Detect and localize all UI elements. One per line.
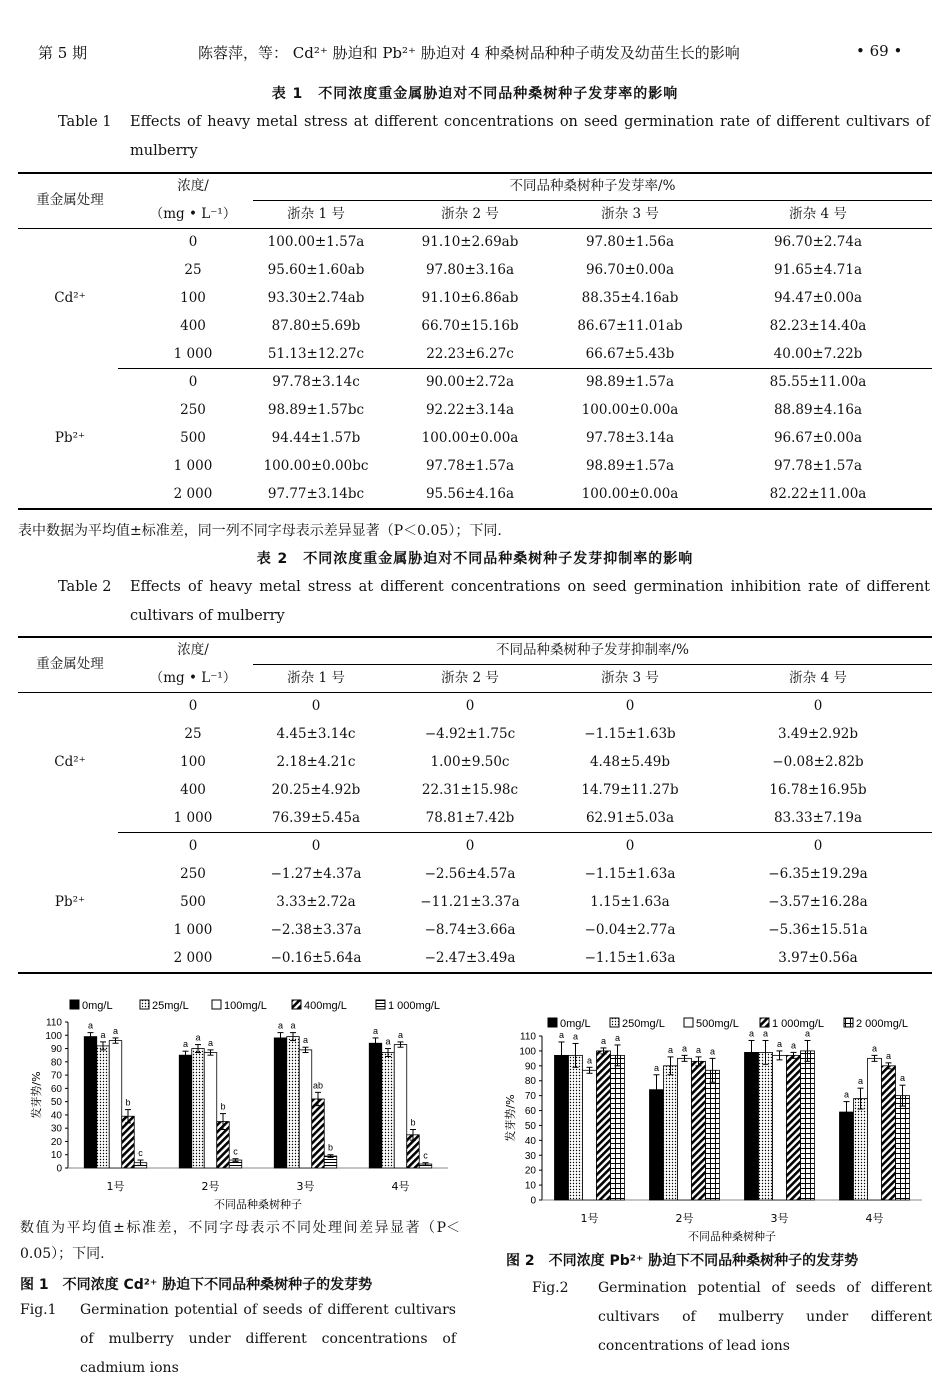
x-tick-label: 3号 xyxy=(296,1180,315,1193)
table-cell: 100.00±0.00a xyxy=(421,430,519,446)
y-tick-label: 0 xyxy=(530,1195,536,1207)
table-cell: 96.67±0.00a xyxy=(773,430,863,446)
table-cell: 3.97±0.56a xyxy=(778,950,858,966)
significance-letter: a xyxy=(372,1025,379,1036)
header-treatment: 重金属处理 xyxy=(36,656,104,672)
table-cell: 98.89±1.57a xyxy=(585,458,675,474)
y-tick-label: 40 xyxy=(524,1135,536,1147)
significance-letter: a xyxy=(762,1028,769,1039)
fig2-title-cn: 图 2 不同浓度 Pb²⁺ 胁迫下不同品种桑树种子的发芽势 xyxy=(506,1253,859,1269)
table-cell: 0 xyxy=(625,838,635,854)
legend-swatch xyxy=(212,1000,221,1009)
bar xyxy=(583,1070,597,1200)
table-cell: 25 xyxy=(184,726,202,742)
significance-letter: a xyxy=(112,1025,119,1036)
y-tick-label: 60 xyxy=(524,1106,536,1118)
y-tick-label: 80 xyxy=(524,1076,536,1088)
table-cell: 97.78±3.14c xyxy=(272,374,360,390)
table1-label-en: Table 1 xyxy=(58,114,112,130)
y-tick-label: 50 xyxy=(50,1097,62,1109)
x-tick-label: 2号 xyxy=(201,1180,220,1193)
bar xyxy=(692,1061,706,1200)
y-tick-label: 30 xyxy=(50,1123,62,1135)
significance-letter: a xyxy=(385,1036,391,1047)
bar xyxy=(179,1055,192,1168)
legend-swatch xyxy=(140,1000,149,1009)
table1-title-en: Effects of heavy metal stress at different concentrations on seed germination rate of different cultivars of mulberry xyxy=(130,114,930,159)
y-tick-label: 10 xyxy=(50,1150,62,1162)
significance-letter: b xyxy=(327,1142,334,1153)
table-cell: 76.39±5.45a xyxy=(271,810,361,826)
table-cell: 1.00±9.50c xyxy=(430,754,510,770)
significance-letter: a xyxy=(885,1050,892,1061)
table-cell: 250 xyxy=(180,402,206,418)
bar xyxy=(868,1058,882,1200)
y-tick-label: 0 xyxy=(56,1163,62,1175)
header-group: 不同品种桑树种子发芽率/% xyxy=(509,178,676,194)
table-cell: 95.60±1.60ab xyxy=(267,262,365,278)
significance-letter: a xyxy=(681,1043,688,1054)
y-tick-label: 110 xyxy=(46,1017,62,1029)
bar xyxy=(650,1090,664,1200)
table-cell: 2.18±4.21c xyxy=(276,754,356,770)
legend-label: 0mg/L xyxy=(560,1018,591,1030)
y-tick-label: 70 xyxy=(524,1091,536,1103)
table-cell: 85.55±11.00a xyxy=(769,374,867,390)
header-cultivar: 浙杂 3 号 xyxy=(601,206,659,222)
legend-label: 1 000mg/L xyxy=(388,1000,440,1012)
table-cell: 91.10±6.86ab xyxy=(421,290,519,306)
table1 xyxy=(18,172,932,508)
header-concentration-unit: （mg • L⁻¹） xyxy=(149,670,237,686)
bar xyxy=(611,1055,625,1200)
table2-title-cn: 表 2 不同浓度重金属胁迫对不同品种桑树种子发芽抑制率的影响 xyxy=(256,551,694,567)
legend-label: 500mg/L xyxy=(696,1018,739,1030)
legend-label: 2 000mg/L xyxy=(856,1018,908,1030)
bar xyxy=(706,1070,720,1200)
table-cell: 1 000 xyxy=(173,346,213,362)
table-cell: −2.56±4.57a xyxy=(424,866,516,882)
x-axis-label: 不同品种桑树种子 xyxy=(688,1230,776,1243)
table-cell: 95.56±4.16a xyxy=(425,486,515,502)
legend-label: 250mg/L xyxy=(622,1018,665,1030)
table-cell: −5.36±15.51a xyxy=(768,922,868,938)
significance-letter: a xyxy=(871,1043,878,1054)
x-tick-label: 3号 xyxy=(770,1212,789,1225)
table-cell: 2 000 xyxy=(173,486,213,502)
y-tick-label: 80 xyxy=(50,1057,62,1069)
bar xyxy=(287,1037,300,1168)
legend-label: 1 000mg/L xyxy=(772,1018,824,1030)
significance-letter: a xyxy=(290,1020,296,1031)
table-cell: 1 000 xyxy=(173,810,213,826)
table-cell: 1 000 xyxy=(173,922,213,938)
table-cell: 100.00±1.57a xyxy=(267,234,365,250)
table-cell: 97.80±1.56a xyxy=(585,234,675,250)
group-label-cd: Cd²⁺ xyxy=(54,754,86,770)
legend-label: 25mg/L xyxy=(152,1000,189,1012)
table-cell: 0 xyxy=(465,838,475,854)
table-cell: 25 xyxy=(184,262,202,278)
table-cell: 2 000 xyxy=(173,950,213,966)
y-tick-label: 50 xyxy=(524,1120,536,1132)
table-cell: 94.44±1.57b xyxy=(271,430,361,446)
y-axis-label: 发芽势/% xyxy=(30,1071,43,1119)
table-cell: 78.81±7.42b xyxy=(425,810,515,826)
y-tick-label: 100 xyxy=(45,1030,62,1042)
table-cell: −6.35±19.29a xyxy=(768,866,868,882)
table-cell: 91.65±4.71a xyxy=(773,262,863,278)
bar xyxy=(192,1049,205,1168)
significance-letter: a xyxy=(843,1089,850,1100)
significance-letter: a xyxy=(302,1035,309,1046)
table-cell: 90.00±2.72a xyxy=(425,374,515,390)
bar xyxy=(382,1053,395,1168)
table-cell: 100.00±0.00bc xyxy=(263,458,369,474)
x-tick-label: 1号 xyxy=(580,1212,599,1225)
table-cell: 400 xyxy=(180,782,206,798)
group-label-cd: Cd²⁺ xyxy=(54,290,86,306)
bar xyxy=(787,1055,801,1200)
x-tick-label: 4号 xyxy=(865,1212,884,1225)
table-cell: −0.08±2.82b xyxy=(772,754,864,770)
bar xyxy=(759,1052,773,1200)
table-cell: 96.70±0.00a xyxy=(585,262,675,278)
legend-swatch xyxy=(70,1000,79,1009)
table-cell: 500 xyxy=(180,430,206,446)
legend-label: 0mg/L xyxy=(82,1000,113,1012)
y-axis-label: 发芽势/% xyxy=(504,1094,517,1142)
table-cell: 4.45±3.14c xyxy=(276,726,356,742)
bar xyxy=(745,1052,759,1200)
significance-letter: a xyxy=(857,1076,864,1087)
significance-letter: a xyxy=(804,1028,811,1039)
significance-letter: a xyxy=(600,1035,607,1046)
header-cultivar: 浙杂 2 号 xyxy=(441,206,499,222)
significance-letter: a xyxy=(695,1044,702,1055)
y-tick-label: 10 xyxy=(524,1180,536,1192)
figure2-chart xyxy=(500,1008,940,1243)
header-cultivar: 浙杂 1 号 xyxy=(287,206,345,222)
table-cell: 97.78±3.14a xyxy=(585,430,675,446)
legend-label: 100mg/L xyxy=(224,1000,267,1012)
significance-letter: a xyxy=(899,1073,906,1084)
table-cell: 66.67±5.43b xyxy=(585,346,675,362)
table-cell: 98.89±1.57bc xyxy=(267,402,365,418)
fig2-title-en: Germination potential of seeds of different cultivars of mulberry under different concentrations of lead ions xyxy=(598,1280,932,1354)
y-tick-label: 100 xyxy=(519,1046,536,1058)
table-cell: 3.49±2.92b xyxy=(777,726,859,742)
significance-letter: b xyxy=(220,1101,226,1112)
table-cell: 83.33±7.19a xyxy=(773,810,863,826)
header-group: 不同品种桑树种子发芽抑制率/% xyxy=(496,642,689,658)
table-cell: −1.27±4.37a xyxy=(270,866,362,882)
bar xyxy=(664,1066,678,1200)
table-cell: 88.35±4.16ab xyxy=(581,290,679,306)
table2-title-en-block xyxy=(58,573,938,631)
table-cell: 92.22±3.14a xyxy=(425,402,515,418)
bar xyxy=(274,1038,287,1168)
bar xyxy=(109,1041,122,1168)
table-cell: 250 xyxy=(180,866,206,882)
figure1-chart xyxy=(18,990,458,1215)
bar xyxy=(299,1050,312,1168)
table-cell: 22.23±6.27c xyxy=(426,346,514,362)
table-cell: 1.15±1.63a xyxy=(590,894,670,910)
significance-letter: a xyxy=(586,1055,593,1066)
table-cell: 97.78±1.57a xyxy=(773,458,863,474)
y-tick-label: 90 xyxy=(50,1044,62,1056)
header-cultivar: 浙杂 1 号 xyxy=(287,670,345,686)
significance-letter: b xyxy=(125,1097,131,1108)
bar xyxy=(801,1051,815,1200)
table-cell: −3.57±16.28a xyxy=(768,894,868,910)
header-page: • 69 • xyxy=(856,42,903,60)
table1-note: 表中数据为平均值±标准差，同一列不同字母表示差异显著（P＜0.05）；下同. xyxy=(18,523,502,539)
bar xyxy=(896,1096,910,1200)
table-cell: 16.78±16.95b xyxy=(769,782,867,798)
fig2-label-en: Fig.2 xyxy=(532,1280,569,1296)
table-cell: 3.33±2.72a xyxy=(276,894,356,910)
bar xyxy=(882,1066,896,1200)
table-cell: 4.48±5.49b xyxy=(589,754,671,770)
table-cell: 97.80±3.16a xyxy=(425,262,515,278)
table-cell: 14.79±11.27b xyxy=(581,782,679,798)
table-cell: 88.89±4.16a xyxy=(773,402,863,418)
header-treatment: 重金属处理 xyxy=(36,192,104,208)
table2 xyxy=(18,636,932,972)
bar xyxy=(122,1116,135,1168)
significance-letter: a xyxy=(182,1039,189,1050)
header-concentration: 浓度/ xyxy=(177,642,209,658)
significance-letter: a xyxy=(195,1032,201,1043)
table-cell: 0 xyxy=(813,838,823,854)
table-cell: 1 000 xyxy=(173,458,213,474)
significance-letter: a xyxy=(709,1046,716,1057)
table-cell: 82.23±14.40a xyxy=(769,318,867,334)
header-issue: 第 5 期 xyxy=(38,44,88,62)
bar xyxy=(597,1051,611,1200)
table-cell: 100.00±0.00a xyxy=(581,402,679,418)
header-cultivar: 浙杂 2 号 xyxy=(441,670,499,686)
legend-swatch xyxy=(376,1000,385,1009)
table1-title-en-block xyxy=(58,108,938,166)
legend-swatch xyxy=(610,1018,619,1027)
table-cell: −2.47±3.49a xyxy=(424,950,516,966)
table1-title-cn: 表 1 不同浓度重金属胁迫对不同品种桑树种子发芽率的影响 xyxy=(271,86,679,102)
table-cell: 0 xyxy=(188,234,198,250)
significance-letter: a xyxy=(748,1028,755,1039)
legend-swatch xyxy=(760,1018,769,1027)
fig1-note: 数值为平均值±标准差，不同字母表示不同处理间差异显著（P＜0.05）；下同. xyxy=(20,1220,460,1262)
table-cell: 400 xyxy=(180,318,206,334)
table-cell: 0 xyxy=(465,698,475,714)
table-cell: 0 xyxy=(188,838,198,854)
significance-letter: a xyxy=(207,1037,214,1048)
significance-letter: a xyxy=(277,1020,284,1031)
legend-swatch xyxy=(844,1018,853,1027)
bar xyxy=(854,1099,868,1200)
bar xyxy=(569,1055,583,1200)
y-tick-label: 70 xyxy=(50,1070,62,1082)
bar xyxy=(369,1043,382,1168)
table-cell: 66.70±15.16b xyxy=(421,318,519,334)
table-cell: 20.25±4.92b xyxy=(271,782,361,798)
table-cell: 87.80±5.69b xyxy=(271,318,361,334)
bar xyxy=(312,1099,325,1168)
significance-letter: c xyxy=(138,1148,143,1159)
table-cell: 0 xyxy=(188,698,198,714)
table-cell: −1.15±1.63a xyxy=(584,950,676,966)
header-title: 陈蓉萍，等： Cd²⁺ 胁迫和 Pb²⁺ 胁迫对 4 种桑树品种种子萌发及幼苗生长的影响 xyxy=(198,44,740,62)
table-cell: 93.30±2.74ab xyxy=(267,290,365,306)
significance-letter: a xyxy=(653,1062,660,1073)
x-tick-label: 1号 xyxy=(106,1180,125,1193)
table-cell: 86.67±11.01ab xyxy=(577,318,683,334)
table-cell: 22.31±15.98c xyxy=(421,782,519,798)
table2-title-en: Effects of heavy metal stress at different concentrations on seed germination inhibition rate of different cultivars of mulberry xyxy=(130,579,930,624)
table-bottom-rule xyxy=(18,508,932,510)
bar xyxy=(84,1037,97,1168)
header-concentration-unit: （mg • L⁻¹） xyxy=(149,206,237,222)
bar xyxy=(773,1055,787,1200)
group-label-pb: Pb²⁺ xyxy=(54,894,86,910)
bar xyxy=(204,1053,217,1168)
significance-letter: a xyxy=(558,1029,565,1040)
header-concentration: 浓度/ xyxy=(177,178,209,194)
bar xyxy=(840,1112,854,1200)
table2-label-en: Table 2 xyxy=(58,579,112,595)
table-cell: 0 xyxy=(813,698,823,714)
table-cell: 91.10±2.69ab xyxy=(421,234,519,250)
table-cell: −0.04±2.77a xyxy=(584,922,676,938)
table-cell: 96.70±2.74a xyxy=(773,234,863,250)
table-cell: 62.91±5.03a xyxy=(585,810,675,826)
x-tick-label: 2号 xyxy=(675,1212,694,1225)
y-tick-label: 90 xyxy=(524,1061,536,1073)
table-cell: −8.74±3.66a xyxy=(424,922,516,938)
x-tick-label: 4号 xyxy=(391,1180,410,1193)
table-cell: 0 xyxy=(188,374,198,390)
fig1-label-en: Fig.1 xyxy=(20,1302,57,1318)
y-tick-label: 60 xyxy=(50,1083,62,1095)
table-cell: 0 xyxy=(625,698,635,714)
bar xyxy=(97,1046,110,1168)
table-cell: 82.22±11.00a xyxy=(769,486,867,502)
y-tick-label: 20 xyxy=(50,1136,62,1148)
legend-swatch xyxy=(548,1018,557,1027)
significance-letter: a xyxy=(100,1029,106,1040)
table-cell: −1.15±1.63b xyxy=(584,726,676,742)
legend-swatch xyxy=(292,1000,301,1009)
legend-swatch xyxy=(684,1018,693,1027)
header-cultivar: 浙杂 4 号 xyxy=(789,206,847,222)
x-axis-label: 不同品种桑树种子 xyxy=(214,1198,302,1211)
fig1-title-cn: 图 1 不同浓度 Cd²⁺ 胁迫下不同品种桑树种子的发芽势 xyxy=(20,1277,373,1293)
significance-letter: a xyxy=(667,1044,674,1055)
table-cell: 51.13±12.27c xyxy=(267,346,365,362)
table-cell: −0.16±5.64a xyxy=(270,950,362,966)
y-tick-label: 30 xyxy=(524,1150,536,1162)
group-label-pb: Pb²⁺ xyxy=(54,430,86,446)
table-cell: −4.92±1.75c xyxy=(424,726,516,742)
y-tick-label: 110 xyxy=(520,1031,536,1043)
table-cell: −2.38±3.37a xyxy=(270,922,362,938)
legend-label: 400mg/L xyxy=(304,1000,347,1012)
table-cell: −1.15±1.63a xyxy=(584,866,676,882)
table-cell: −11.21±3.37a xyxy=(420,894,520,910)
bar xyxy=(678,1058,692,1200)
y-tick-label: 20 xyxy=(524,1165,536,1177)
significance-letter: a xyxy=(87,1020,94,1031)
header-cultivar: 浙杂 3 号 xyxy=(601,670,659,686)
significance-letter: a xyxy=(776,1038,783,1049)
table-cell: 98.89±1.57a xyxy=(585,374,675,390)
table-bottom-rule xyxy=(18,972,932,974)
y-tick-label: 40 xyxy=(50,1110,62,1122)
table-cell: 94.47±0.00a xyxy=(773,290,863,306)
table-cell: 0 xyxy=(311,838,321,854)
significance-letter: a xyxy=(790,1040,797,1051)
fig1-title-en: Germination potential of seeds of different cultivars of mulberry under different concentrations of cadmium ions xyxy=(80,1302,456,1376)
table-cell: 100 xyxy=(180,754,206,770)
significance-letter: a xyxy=(397,1029,404,1040)
table-cell: 100.00±0.00a xyxy=(581,486,679,502)
significance-letter: c xyxy=(423,1150,428,1161)
header-cultivar: 浙杂 4 号 xyxy=(789,670,847,686)
significance-letter: a xyxy=(614,1032,621,1043)
significance-letter: c xyxy=(233,1146,238,1157)
bar xyxy=(394,1045,407,1168)
table-cell: 0 xyxy=(311,698,321,714)
bar xyxy=(555,1055,569,1200)
table-cell: 500 xyxy=(180,894,206,910)
table-cell: 40.00±7.22b xyxy=(773,346,863,362)
table-cell: 97.78±1.57a xyxy=(425,458,515,474)
table-cell: 97.77±3.14bc xyxy=(267,486,365,502)
significance-letter: ab xyxy=(312,1080,324,1091)
significance-letter: b xyxy=(410,1117,416,1128)
table-cell: 100 xyxy=(180,290,206,306)
significance-letter: a xyxy=(572,1031,579,1042)
